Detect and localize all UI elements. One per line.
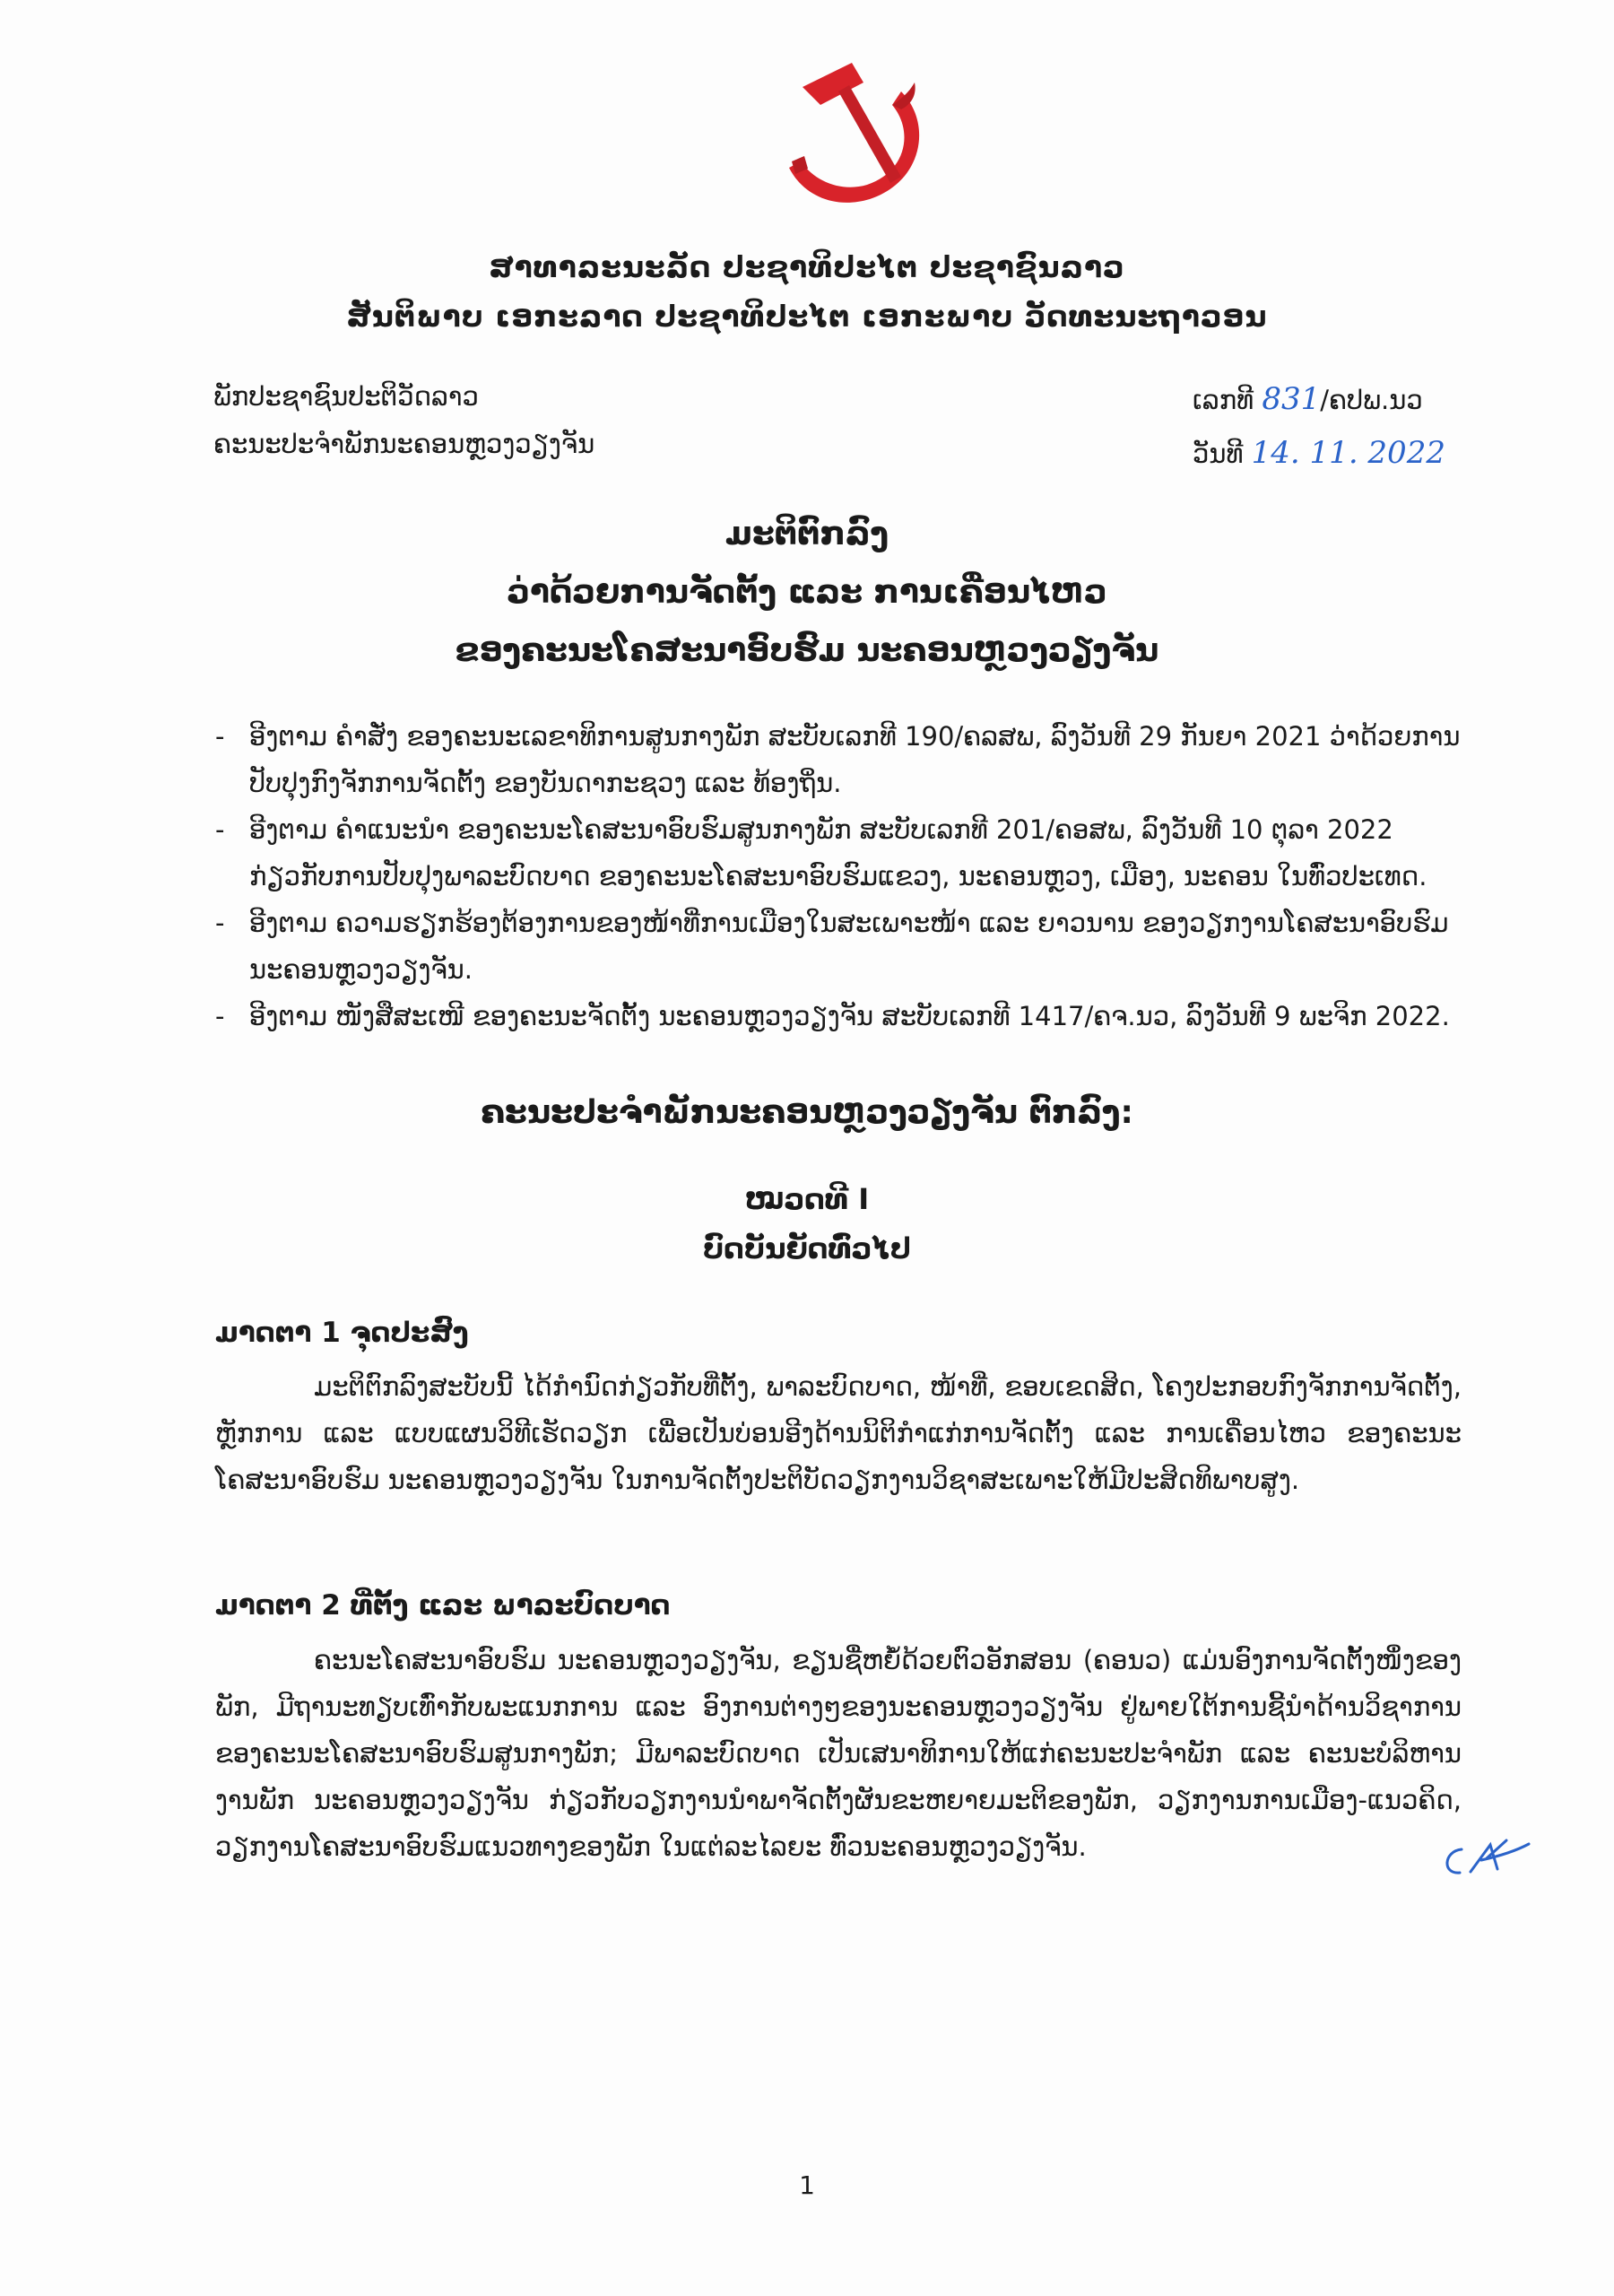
document-number-suffix: /ຄປພ.ນວ xyxy=(1320,385,1423,415)
chapter-name: ບົດບັນຍັດທົ່ວໄປ xyxy=(703,1231,911,1265)
hammer-and-sickle-emblem xyxy=(767,56,946,217)
legal-references-list xyxy=(215,713,1471,1039)
page-number: 1 xyxy=(799,2170,815,2200)
decision-heading: ຄະນະປະຈຳພັກນະຄອນຫຼວງວຽງຈັນ ຕົກລົງ: xyxy=(481,1094,1133,1131)
nation-motto: ສັນຕິພາບ ເອກະລາດ ປະຊາທິປະໄຕ ເອກະພາບ ວັດທະນະຖາວອນ xyxy=(346,299,1268,334)
initials-signature xyxy=(1435,1831,1533,1885)
legal-reference-item: - ອີງຕາມ ໜັງສືສະເໜີ ຂອງຄະນະຈັດຕັ້ງ ນະຄອນຫຼວງວຽງຈັນ ສະບັບເລກທີ 1417/ຄຈ.ນວ, ລົງວັນທີ 9 ພະຈິກ 2022. xyxy=(215,993,1471,1039)
document-subtitle-line-2: ຂອງຄະນະໂຄສະນາອົບຮົມ ນະຄອນຫຼວງວຽງຈັນ xyxy=(455,632,1159,669)
document-subtitle-line-1: ວ່າດ້ວຍການຈັດຕັ້ງ ແລະ ການເຄື່ອນໄຫວ xyxy=(507,574,1107,611)
chapter-number: ໝວດທີ I xyxy=(744,1182,870,1216)
article-1-body: ມະຕິຕົກລົງສະບັບນີ້ ໄດ້ກຳນົດກ່ຽວກັບທີ່ຕັ້ງ, ພາລະບົດບາດ, ໜ້າທີ່, ຂອບເຂດສິດ, ໂຄງປະກອບກົງຈັກການຈັດຕັ້ງ, ຫຼັກການ ແລະ ແບບແຜນວິທີເຮັດວຽກ ເພື່ອເປັນບ່ອນອີງດ້ານນິຕິກຳແກ່ການຈັດຕັ້ງ ແລະ ການເຄື່ອນໄຫວ ຂອງຄະນະໂຄສະນາອົບຮົມ ນະຄອນຫຼວງວຽງຈັນ ໃນການຈັດຕັ້ງປະຕິບັດວຽກງານວິຊາສະເພາະໃຫ້ມີປະສິດທິພາບສູງ. xyxy=(215,1371,1462,1495)
document-date-label: ວັນທີ xyxy=(1193,439,1244,469)
nation-name: ສາທາລະນະລັດ ປະຊາທິປະໄຕ ປະຊາຊົນລາວ xyxy=(489,249,1125,284)
document-date-value: 14. 11. 2022 xyxy=(1251,435,1445,471)
document-title: ມະຕິຕົກລົງ xyxy=(725,516,889,552)
document-number xyxy=(1193,381,1423,417)
document-number-label: ເລກທີ xyxy=(1193,385,1254,415)
document-number-value: 831 xyxy=(1262,381,1321,417)
legal-reference-item: - ອີງຕາມ ຄຳແນະນຳ ຂອງຄະນະໂຄສະນາອົບຮົມສູນກາງພັກ ສະບັບເລກທີ 201/ຄອສພ, ລົງວັນທີ 10 ຕຸລາ 2022 ກ່ຽວກັບການປັບປຸງພາລະບົດບາດ ຂອງຄະນະໂຄສະນາອົບຮົມແຂວງ, ນະຄອນຫຼວງ, ເມືອງ, ນະຄອນ ໃນທົ່ວປະເທດ. xyxy=(215,806,1471,900)
article-2-body: ຄະນະໂຄສະນາອົບຮົມ ນະຄອນຫຼວງວຽງຈັນ, ຂຽນຊື່ຫຍໍ້ດ້ວຍຕົວອັກສອນ (ຄອນວ) ແມ່ນອົງການຈັດຕັ້ງໜຶ່ງຂອງພັກ, ມີຖານະທຽບເທົ່າກັບພະແນກການ ແລະ ອົງການຕ່າງໆຂອງນະຄອນຫຼວງວຽງຈັນ ຢູ່ພາຍໃຕ້ການຊີ້ນຳດ້ານວິຊາການ ຂອງຄະນະໂຄສະນາອົບຮົມສູນກາງພັກ; ມີພາລະບົດບາດ ເປັນເສນາທິການໃຫ້ແກ່ຄະນະປະຈຳພັກ ແລະ ຄະນະບໍລິຫານງານພັກ ນະຄອນຫຼວງວຽງຈັນ ກ່ຽວກັບວຽກງານນຳພາຈັດຕັ້ງຜັນຂະຫຍາຍມະຕິຂອງພັກ, ວຽກງານການເມືອງ-ແນວຄິດ, ວຽກງານໂຄສະນາອົບຮົມແນວທາງຂອງພັກ ໃນແຕ່ລະໄລຍະ ທົ່ວນະຄອນຫຼວງວຽງຈັນ. xyxy=(215,1645,1462,1862)
article-1-heading: ມາດຕາ 1 ຈຸດປະສົງ xyxy=(215,1317,469,1349)
article-2-heading: ມາດຕາ 2 ທີ່ຕັ້ງ ແລະ ພາລະບົດບາດ xyxy=(215,1589,671,1622)
legal-reference-item: - ອີງຕາມ ຄຳສັ່ງ ຂອງຄະນະເລຂາທິການສູນກາງພັກ ສະບັບເລກທີ 190/ຄລສພ, ລົງວັນທີ 29 ກັນຍາ 2021 ວ່າດ້ວຍການປັບປຸງກົງຈັກການຈັດຕັ້ງ ຂອງບັນດາກະຊວງ ແລະ ທ້ອງຖິ່ນ. xyxy=(215,713,1471,806)
issuer-party: ພັກປະຊາຊົນປະຕິວັດລາວ xyxy=(213,381,479,412)
legal-reference-item: - ອີງຕາມ ຄວາມຮຽກຮ້ອງຕ້ອງການຂອງໜ້າທີ່ການເມືອງໃນສະເພາະໜ້າ ແລະ ຍາວນານ ຂອງວຽກງານໂຄສະນາອົບຮົມ ນະຄອນຫຼວງວຽງຈັນ. xyxy=(215,900,1471,993)
issuer-committee: ຄະນະປະຈຳພັກນະຄອນຫຼວງວຽງຈັນ xyxy=(213,429,595,459)
document-date xyxy=(1193,435,1445,471)
